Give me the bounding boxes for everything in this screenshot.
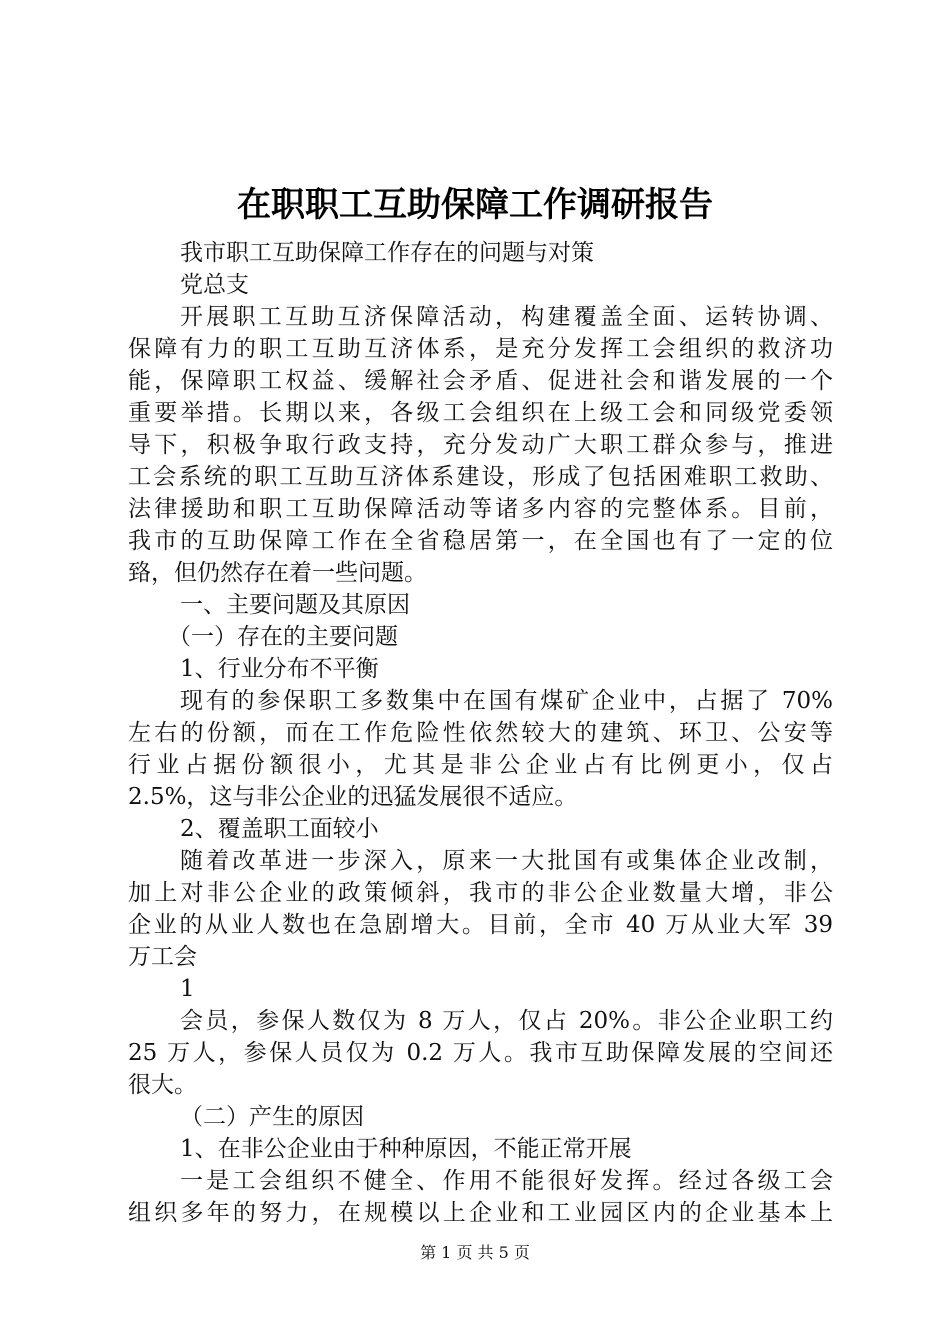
page-footer: 第 1 页 共 5 页	[420, 1243, 530, 1262]
paragraph-line: 很大。	[128, 1072, 197, 1098]
subsection-heading: （一）存在的主要问题	[168, 624, 398, 650]
page-break-number: 1	[180, 976, 195, 1002]
subsection-heading: （二）产生的原因	[180, 1104, 364, 1130]
section-heading: 一、主要问题及其原因	[180, 592, 410, 618]
paragraph-line: 重要举措。长期以来，各级工会组织在上级工会和同级党委领	[128, 400, 833, 426]
author: 党总支	[180, 272, 249, 298]
paragraph-line: 法律援助和职工互助保障活动等诸多内容的完整体系。目前，	[128, 496, 833, 522]
paragraph-line: 左右的份额，而在工作危险性依然较大的建筑、环卫、公安等	[128, 720, 833, 746]
paragraph-line: 2.5%，这与非公企业的迅猛发展很不适应。	[128, 784, 578, 810]
item-heading: 1、在非公企业由于种种原因，不能正常开展	[180, 1136, 632, 1162]
item-heading: 2、覆盖职工面较小	[180, 816, 379, 842]
paragraph-line: 现有的参保职工多数集中在国有煤矿企业中，占据了 70%	[180, 688, 833, 714]
document-title: 在职职工互助保障工作调研报告	[237, 185, 713, 225]
paragraph-line: 一是工会组织不健全、作用不能很好发挥。经过各级工会	[180, 1168, 833, 1194]
paragraph-line: 保障有力的职工互助互济体系，是充分发挥工会组织的救济功	[128, 336, 833, 362]
paragraph-line: 组织多年的努力，在规模以上企业和工业园区内的企业基本上	[128, 1200, 833, 1226]
paragraph-line: 加上对非公企业的政策倾斜，我市的非公企业数量大增，非公	[128, 880, 833, 906]
paragraph-line: 企业的从业人数也在急剧增大。目前，全市 40 万从业大军 39	[128, 912, 833, 938]
paragraph-line: 行业占据份额很小，尤其是非公企业占有比例更小，仅占	[128, 752, 833, 778]
paragraph-line: 开展职工互助互济保障活动，构建覆盖全面、运转协调、	[180, 304, 833, 330]
subtitle: 我市职工互助保障工作存在的问题与对策	[180, 240, 594, 266]
paragraph-line: 能，保障职工权益、缓解社会矛盾、促进社会和谐发展的一个	[128, 368, 833, 394]
paragraph-line: 会员，参保人数仅为 8 万人，仅占 20%。非公企业职工约	[180, 1008, 833, 1034]
paragraph-line: 随着改革进一步深入，原来一大批国有或集体企业改制，	[180, 848, 833, 874]
paragraph-line: 25 万人，参保人员仅为 0.2 万人。我市互助保障发展的空间还	[128, 1040, 833, 1066]
paragraph-line: 导下，积极争取行政支持，充分发动广大职工群众参与，推进	[128, 432, 833, 458]
item-heading: 1、行业分布不平衡	[180, 656, 379, 682]
paragraph-line: 臵，但仍然存在着一些问题。	[128, 560, 427, 586]
paragraph-line: 万工会	[128, 944, 197, 970]
paragraph-line: 我市的互助保障工作在全省稳居第一，在全国也有了一定的位	[128, 528, 833, 554]
paragraph-line: 工会系统的职工互助互济体系建设，形成了包括困难职工救助、	[128, 464, 833, 490]
